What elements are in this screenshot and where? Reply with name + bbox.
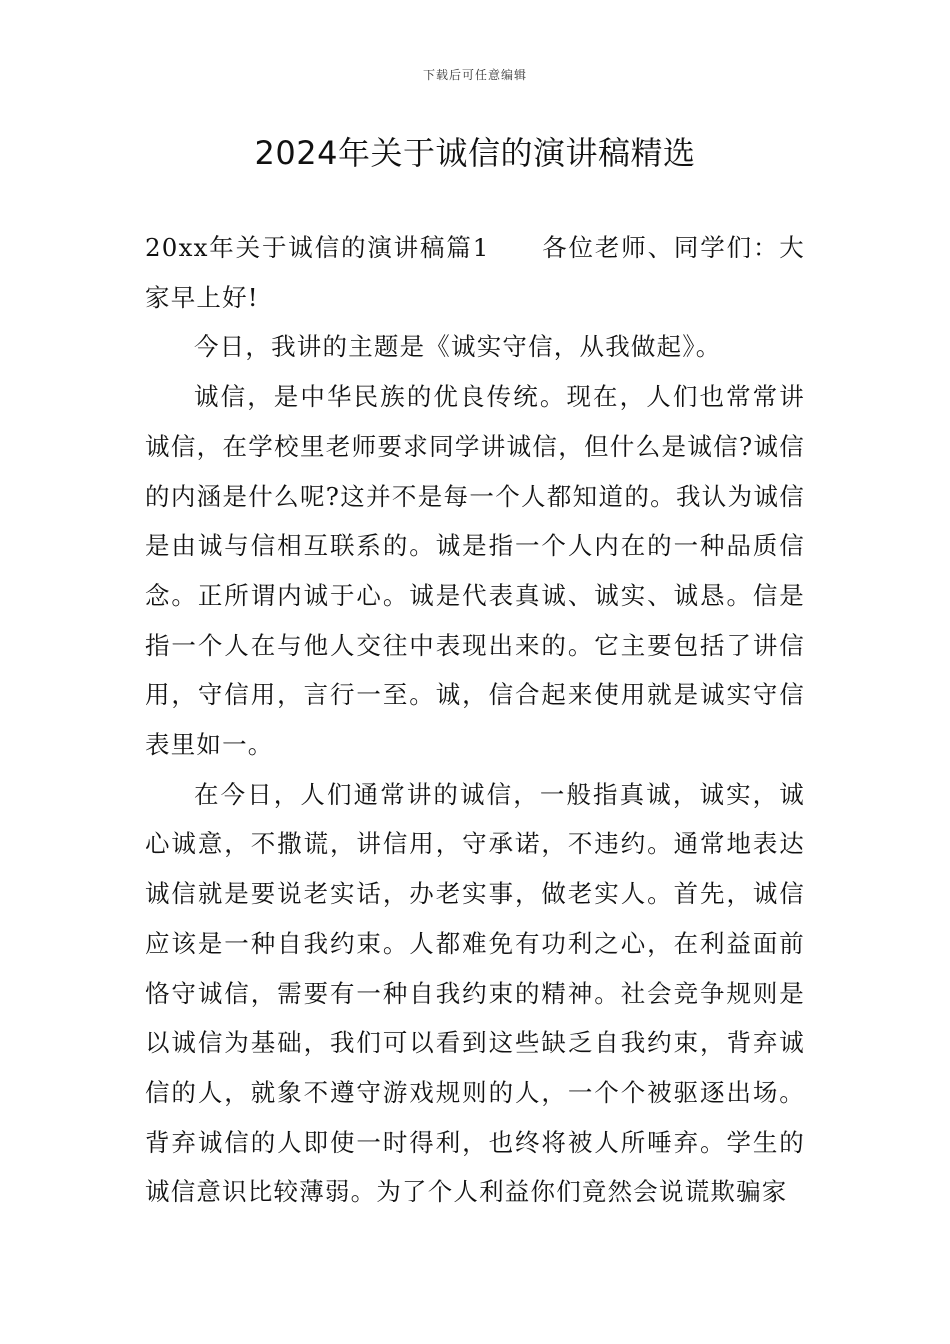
paragraph-1: 今日，我讲的主题是《诚实守信，从我做起》。 — [194, 332, 722, 362]
document-body — [145, 223, 805, 1217]
header-note: 下载后可任意编辑 — [422, 68, 527, 82]
intro-greeting: 各位老师、同学们：大家早上好! — [145, 233, 806, 312]
intro-paragraph — [145, 223, 805, 322]
paragraph-3: 在今日，人们通常讲的诚信，一般指真诚，诚实，诚心诚意，不撒谎，讲信用，守承诺，不违约。通常地表达诚信就是要说老实话，办老实事，做老实人。首先，诚信应该是一种自我约束。人都难免有功利之心，在利益面前恪守诚信，需要有一种自我约束的精神。社会竞争规则是以诚信为基础，我们可以看到这些缺乏自我约束，背弃诚信的人，就象不遵守游戏规则的人，一个个被驱逐出场。背弃诚信的人即使一时得利，也终将被人所唾弃。学生的诚信意识比较薄弱。为了个人利益你们竟然会说谎欺骗家 — [145, 779, 805, 1207]
document-title: 2024年关于诚信的演讲稿精选 — [254, 134, 696, 172]
intro-heading: 20xx年关于诚信的演讲稿篇1 — [145, 233, 490, 262]
paragraph-2: 诚信，是中华民族的优良传统。现在，人们也常常讲诚信，在学校里老师要求同学讲诚信，但什么是诚信?诚信的内涵是什么呢?这并不是每一个人都知道的。我认为诚信是由诚与信相互联系的。诚是指一个人内在的一种品质信念。正所谓内诚于心。诚是代表真诚、诚实、诚恳。信是指一个人在与他人交往中表现出来的。它主要包括了讲信用，守信用，言行一至。诚，信合起来使用就是诚实守信表里如一。 — [145, 382, 805, 760]
